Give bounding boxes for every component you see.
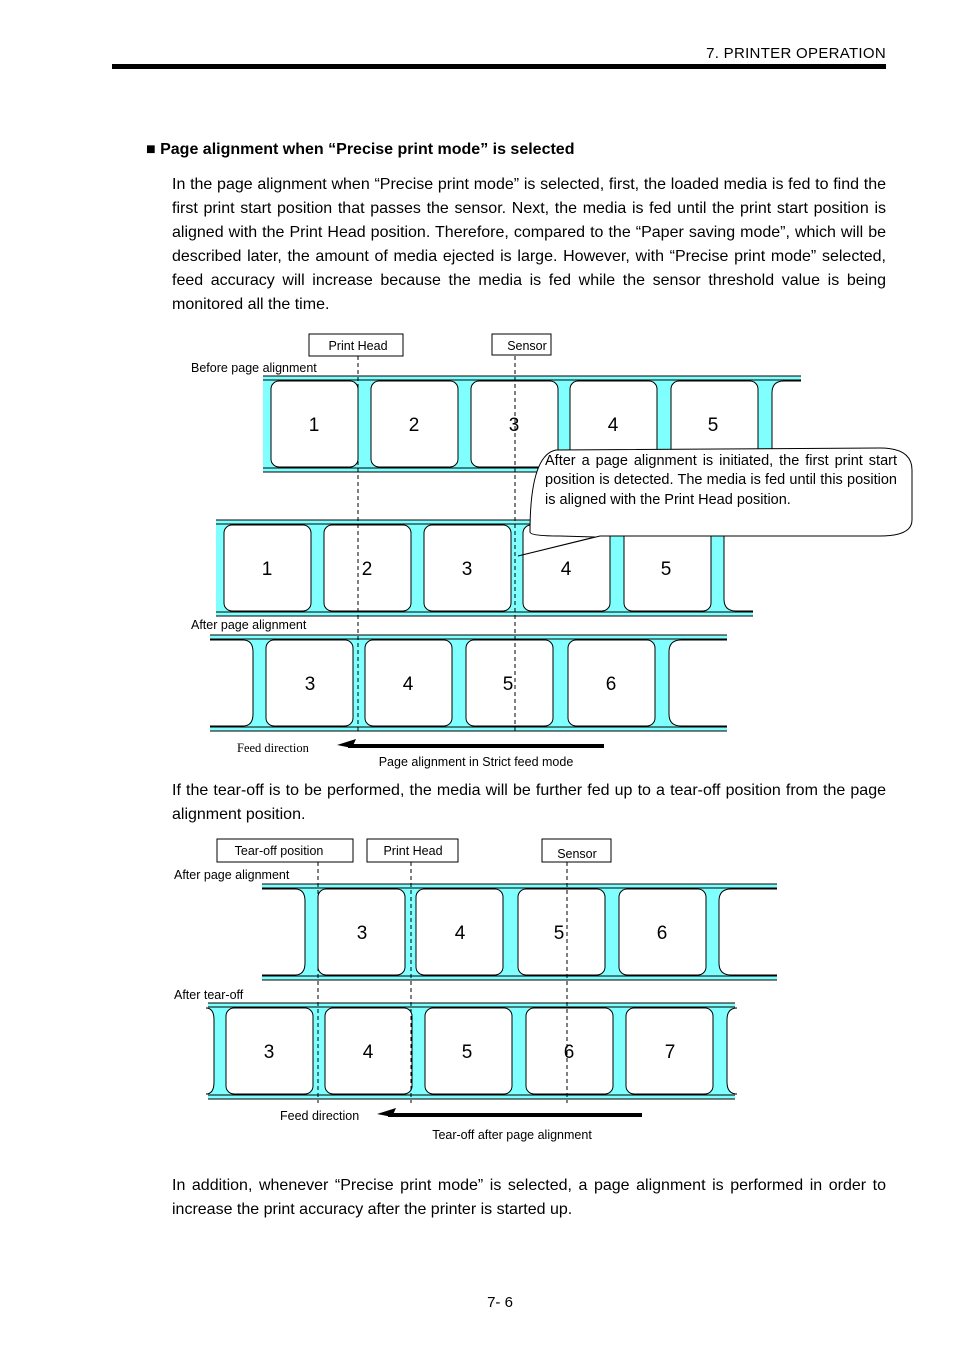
label-number: 4 (454, 923, 466, 944)
sensor-label: Sensor (507, 339, 547, 353)
label-number: 1 (261, 559, 273, 580)
after-alignment-label: After page alignment (191, 618, 307, 632)
label-number: 4 (402, 674, 414, 695)
label-number: 5 (707, 415, 719, 436)
label-number: 6 (563, 1042, 575, 1063)
feed-direction-label: Feed direction (280, 1109, 360, 1123)
label-number: 3 (356, 923, 368, 944)
callout-text: After a page alignment is initiated, the first print start position is detected. The media is fed until this position is aligned with the Print Head position. (545, 453, 897, 508)
label-number: 5 (502, 674, 514, 695)
figure2-caption: Tear-off after page alignment (432, 1128, 592, 1142)
sensor-label: Sensor (557, 847, 597, 861)
after-tearoff-label: After tear-off (174, 988, 244, 1002)
label-number: 2 (361, 559, 373, 580)
figure1-caption: Page alignment in Strict feed mode (378, 755, 574, 769)
label-number: 4 (607, 415, 619, 436)
label-number: 5 (660, 559, 672, 580)
label-number: 6 (605, 674, 617, 695)
paragraph-intro: In the page alignment when “Precise print mode” is selected, first, the loaded media is fed to find the first print start position that passes the sensor. Next, the media is fed until the print start position is aligned with the Print Head position. Therefore, compared to the “Paper saving mode”, which will be described later, the amount of media ejected is large. However, with “Precise print mode” selected, feed accuracy will increase because the media is fed while the sensor threshold value is being monitored all the time. (172, 176, 886, 313)
label-number: 7 (664, 1042, 676, 1063)
before-alignment-label: Before page alignment (191, 361, 317, 375)
tearoff-position-label: Tear-off position (234, 844, 324, 858)
label-number: 1 (308, 415, 320, 436)
media-strip-tore-off (206, 1003, 737, 1099)
label-number: 3 (263, 1042, 275, 1063)
paragraph-startup: In addition, whenever “Precise print mode” is selected, a page alignment is performed in order to increase the print accuracy after the printer is started up. (172, 1177, 886, 1218)
label-number: 4 (362, 1042, 374, 1063)
print-head-label: Print Head (383, 844, 443, 858)
label-number: 3 (304, 674, 316, 695)
section-heading: ■ Page alignment when “Precise print mode” is selected (146, 141, 575, 158)
label-number: 3 (508, 415, 520, 436)
label-number: 5 (461, 1042, 473, 1063)
label-number: 5 (553, 923, 565, 944)
print-head-label: Print Head (328, 339, 388, 353)
after-page-alignment-label: After page alignment (174, 868, 290, 882)
label-number: 4 (560, 559, 572, 580)
media-strip-page-aligned (262, 884, 777, 980)
section-header: 7. PRINTER OPERATION (706, 45, 886, 62)
feed-direction-label: Feed direction (237, 741, 309, 755)
label-number: 6 (656, 923, 668, 944)
label-number: 3 (461, 559, 473, 580)
paragraph-tearoff: If the tear-off is to be performed, the media will be further fed up to a tear-off position from the page alignment position. (172, 782, 886, 823)
label-number: 2 (408, 415, 420, 436)
page-number: 7- 6 (487, 1294, 513, 1311)
